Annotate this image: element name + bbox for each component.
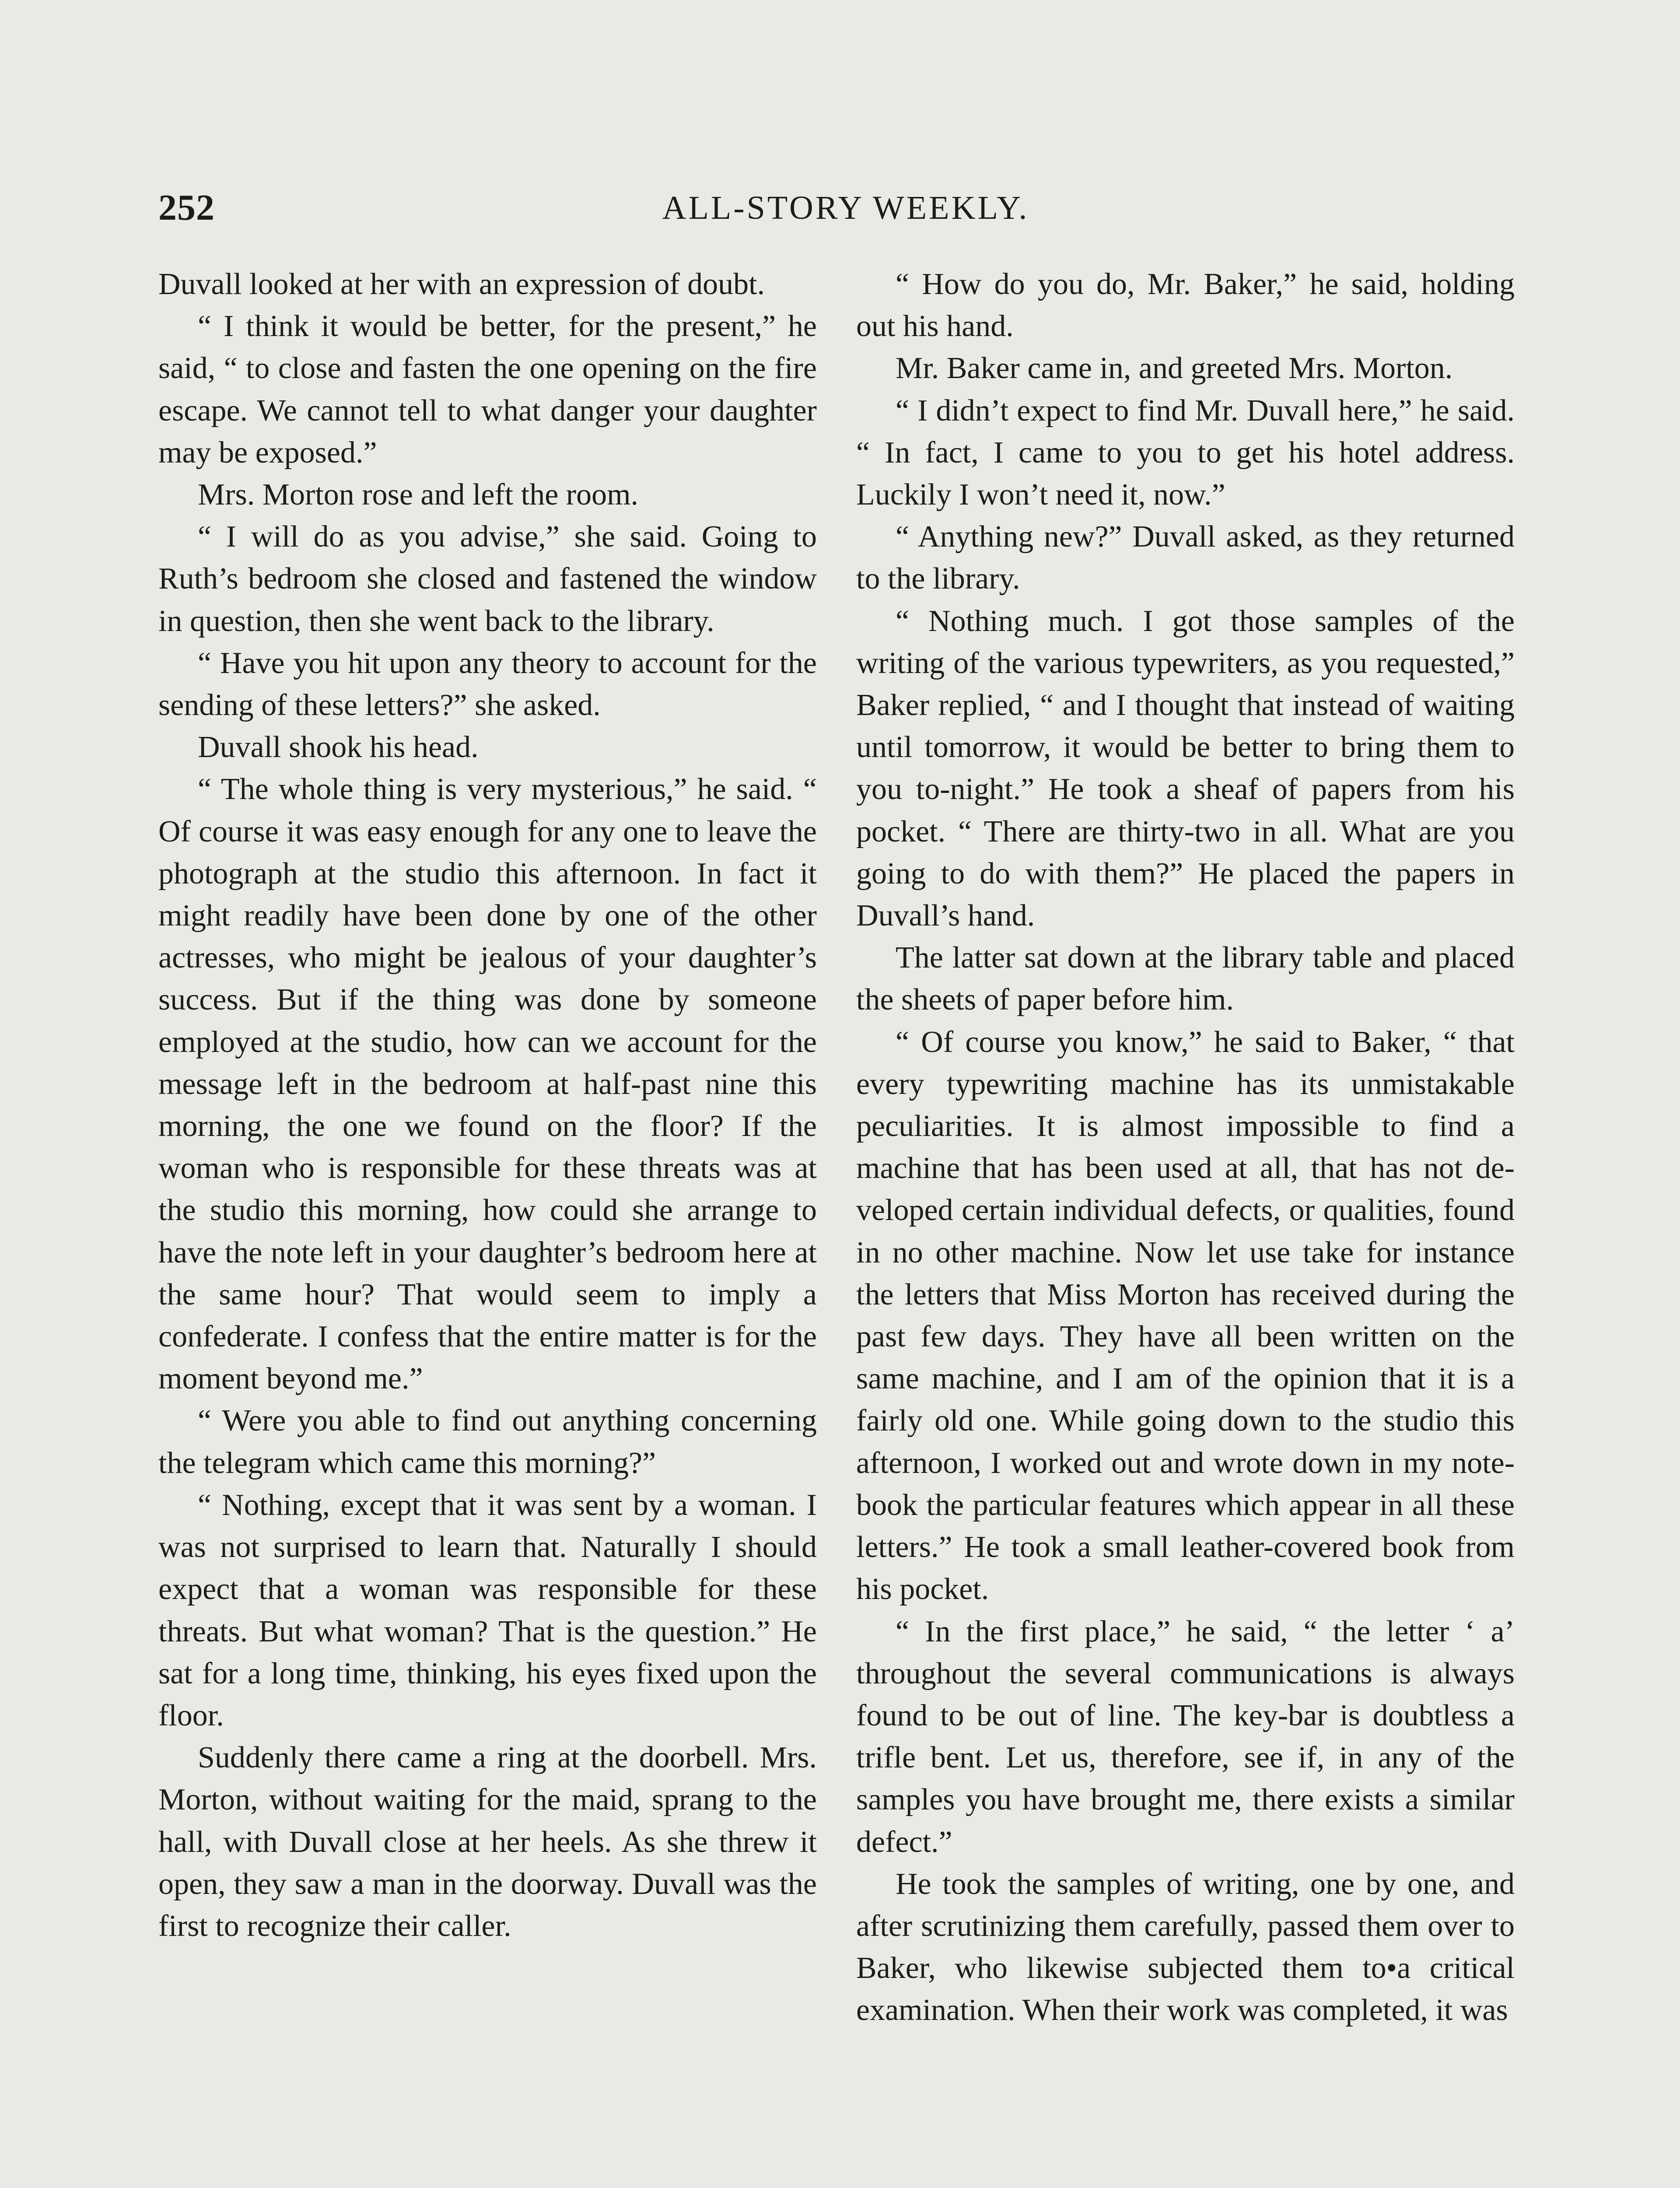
paragraph: Duvall looked at her with an expression of doubt. [158, 267, 765, 301]
running-title: ALL-STORY WEEKLY. [662, 189, 1029, 226]
paragraph: “ In the first place,” he said, “ the letter ‘ a’ throughout the several communications is always found to be out of line. The key-bar is doubtless a trifle bent. Let us, therefore, see if, in any of the samples you have brought me, there exists a similar defect.” [856, 1614, 1515, 1859]
paragraph: “ Of course you know,” he said to Baker, “ that every typewriting machine has its unmistakable peculiarities. It is almost impossible to find a machine that has been used at all, that has not developed certain individual defects, or qualities, found in no other machine. Now let use take for instance the letters that Miss Morton has received during the past few days. They have all been written on the same machine, and I am of the opinion that it is a fairly old one. While going down to the studio this afternoon, I worked out and wrote down in my notebook the particular features which appear in all these letters.” He took a small leather-covered book from his pocket. [856, 1025, 1515, 1606]
paragraph: Duvall shook his head. [198, 730, 479, 764]
paragraph: “ How do you do, Mr. Baker,” he said, holding out his hand. [856, 267, 1515, 344]
paragraph: “ I didn’t expect to find Mr. Duvall here,” he said. “ In fact, I came to you to get his hotel address. Luckily I won’t need it, now.” [856, 393, 1515, 512]
paragraph: “ I will do as you advise,” she said. Going to Ruth’s bedroom she closed and fastened the window in question, then she went back to the library. [158, 520, 817, 638]
paragraph: The latter sat down at the library table and placed the sheets of paper before him. [856, 941, 1515, 1017]
paragraph: “ Anything new?” Duvall asked, as they returned to the library. [856, 520, 1515, 596]
paragraph: He took the samples of writing, one by one, and after scrutinizing them carefully, passed them over to Baker, who likewise subjected them to•a critical examination. When their work was completed, it was [856, 1867, 1515, 2027]
paragraph: “ Nothing, except that it was sent by a woman. I was not surprised to learn that. Naturally I should expect that a woman was responsible for these threats. But what woman? That is the question.” He sat for a long time, thinking, his eyes fixed upon the floor. [158, 1488, 817, 1732]
paragraph: “ Have you hit upon any theory to account for the sending of these letters?” she asked. [158, 646, 817, 722]
paragraph: “ I think it would be better, for the present,” he said, “ to close and fasten the one opening on the fire escape. We cannot tell to what danger your daughter may be exposed.” [158, 309, 817, 470]
paragraph: Mr. Baker came in, and greeted Mrs. Morton. [896, 351, 1453, 386]
paragraph: “ The whole thing is very mysterious,” he said. “ Of course it was easy enough for any one to leave the photograph at the studio this afternoon. In fact it might readily have been done by one of the other actresses, who might be jealous of your daughter’s success. But if the thing was done by someone employed at the studio, how can we account for the message left in the bedroom at half-past nine this morning, the one we found on the floor? If the woman who is responsible for these threats was at the studio this morning, how could she arrange to have the note left in your daughter’s bedroom here at the same hour? That would seem to imply a confederate. I confess that the entire matter is for the moment beyond me.” [158, 772, 817, 1396]
paragraph: “ Nothing much. I got those samples of the writing of the various typewriters, as you requested,” Baker replied, “ and I thought that instead of waiting until tomorrow, it would be better to bring them to you to-night.” He took a sheaf of papers from his pocket. “ There are thirty-two in all. What are you going to do with them?” He placed the papers in Duvall’s hand. [856, 604, 1515, 933]
page-header [158, 184, 1533, 232]
paragraph: Mrs. Morton rose and left the room. [198, 478, 639, 512]
paragraph: Suddenly there came a ring at the doorbell. Mrs. Morton, without waiting for the maid, sprang to the hall, with Duvall close at her heels. As she threw it open, they saw a man in the doorway. Duvall was the first to recognize their caller. [158, 1741, 817, 1943]
right-column [856, 263, 1515, 2188]
left-column [158, 263, 817, 2188]
paragraph: “ Were you able to find out anything concerning the telegram which came this morning?” [158, 1404, 817, 1480]
page-number: 252 [158, 187, 215, 228]
